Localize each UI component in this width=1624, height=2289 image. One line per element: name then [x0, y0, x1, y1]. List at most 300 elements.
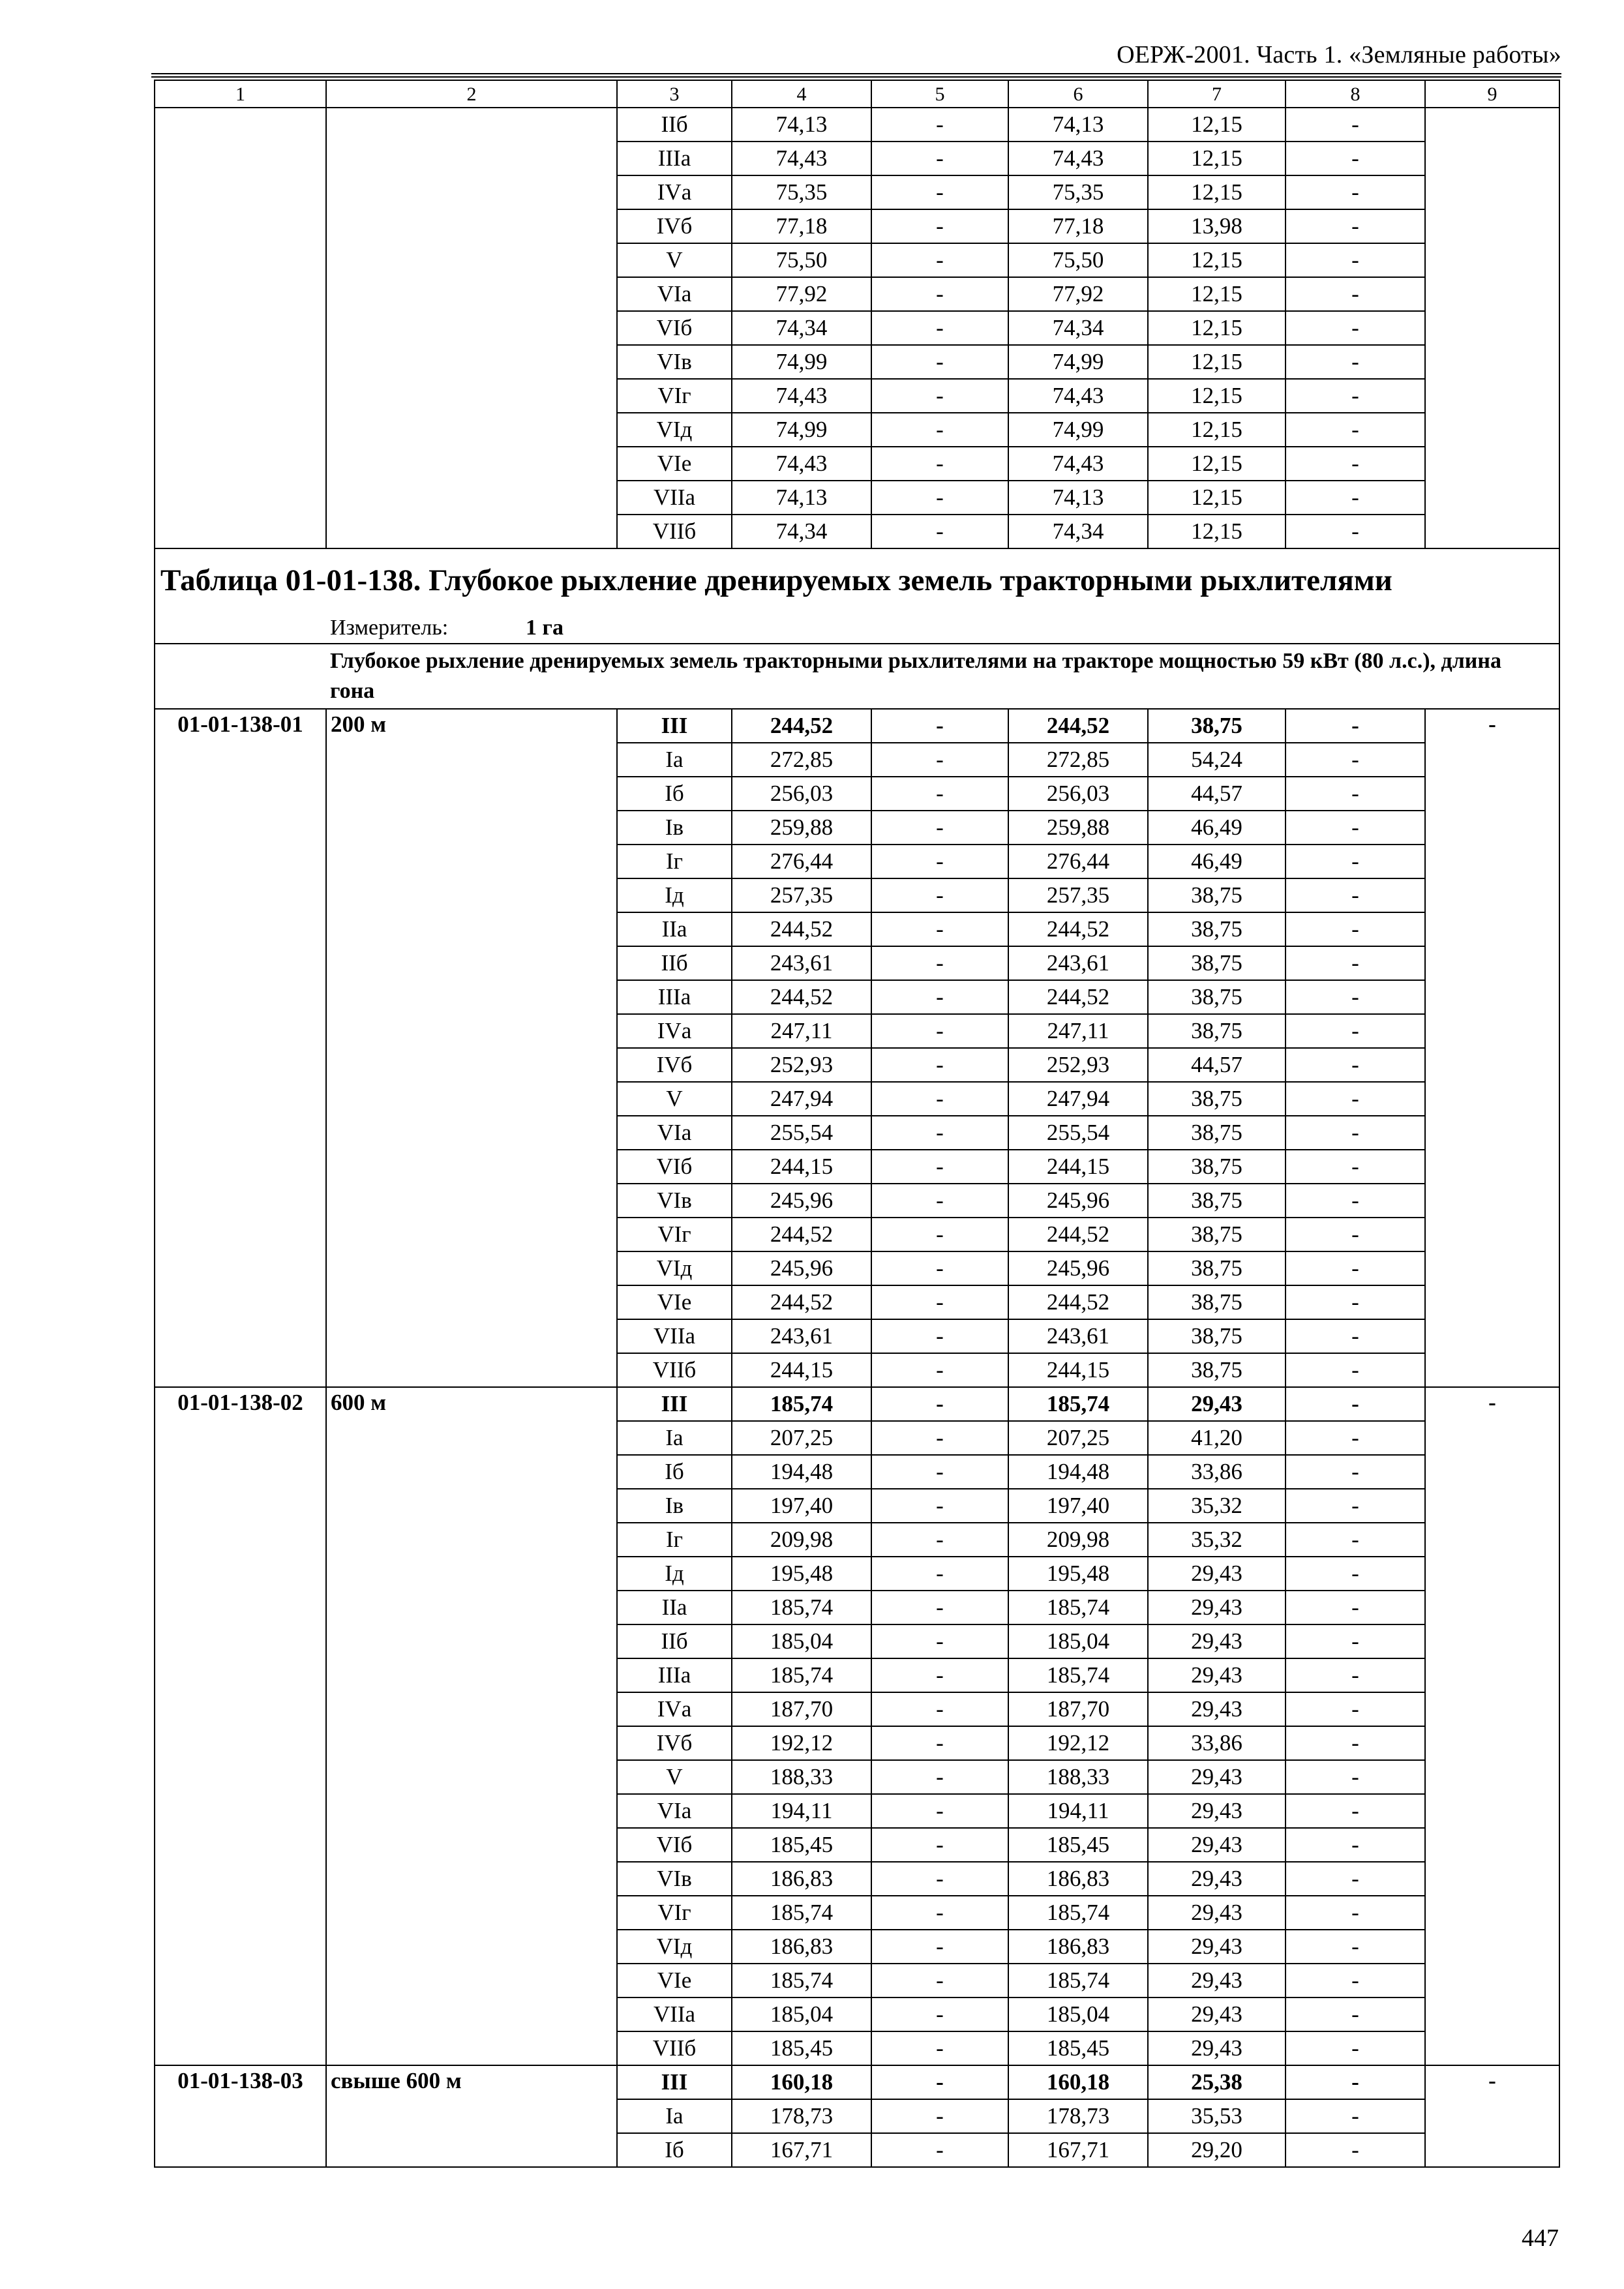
data-cell: -: [1286, 108, 1425, 142]
data-cell: -: [871, 481, 1008, 515]
data-cell: 245,96: [732, 1251, 871, 1285]
data-cell: 195,48: [732, 1557, 871, 1591]
data-cell: -: [871, 743, 1008, 777]
data-cell: IIб: [617, 946, 732, 980]
data-cell: -: [1286, 743, 1425, 777]
data-cell: 245,96: [732, 1184, 871, 1218]
data-cell: 244,52: [1008, 980, 1148, 1014]
data-cell: -: [871, 2133, 1008, 2167]
data-cell: 255,54: [1008, 1116, 1148, 1150]
data-cell: 38,75: [1148, 878, 1286, 912]
data-cell: -: [871, 1523, 1008, 1557]
data-cell: -: [1286, 777, 1425, 811]
col9-cell: -: [1425, 2065, 1559, 2167]
data-cell: VIе: [617, 1285, 732, 1319]
data-cell: 74,34: [732, 515, 871, 548]
data-cell: -: [1286, 1726, 1425, 1760]
data-cell: IIб: [617, 108, 732, 142]
data-cell: 255,54: [732, 1116, 871, 1150]
data-cell: 38,75: [1148, 1184, 1286, 1218]
data-cell: VIг: [617, 1896, 732, 1930]
data-cell: IIб: [617, 1624, 732, 1658]
data-cell: -: [871, 1353, 1008, 1387]
data-cell: 29,43: [1148, 1624, 1286, 1658]
data-cell: -: [871, 277, 1008, 311]
data-cell: 38,75: [1148, 1116, 1286, 1150]
data-cell: -: [871, 811, 1008, 845]
data-cell: -: [871, 1489, 1008, 1523]
data-cell: -: [871, 1218, 1008, 1251]
data-cell: 46,49: [1148, 845, 1286, 878]
data-cell: VIIб: [617, 2031, 732, 2065]
data-cell: 44,57: [1148, 1048, 1286, 1082]
data-cell: 167,71: [1008, 2133, 1148, 2167]
data-cell: 77,18: [1008, 209, 1148, 243]
data-cell: 54,24: [1148, 743, 1286, 777]
data-cell: 77,18: [732, 209, 871, 243]
data-cell: 74,13: [732, 481, 871, 515]
data-cell: 247,11: [732, 1014, 871, 1048]
data-cell: 74,34: [732, 311, 871, 345]
data-cell: -: [1286, 277, 1425, 311]
data-cell: 29,43: [1148, 1760, 1286, 1794]
data-cell: 75,50: [1008, 243, 1148, 277]
data-cell: -: [1286, 515, 1425, 548]
data-cell: 244,52: [732, 912, 871, 946]
rate-code: 01-01-138-02: [155, 1387, 326, 2065]
data-cell: -: [1286, 1964, 1425, 1997]
data-cell: 257,35: [1008, 878, 1148, 912]
data-cell: -: [871, 946, 1008, 980]
data-cell: 12,15: [1148, 345, 1286, 379]
empty-code-cell: [155, 108, 326, 548]
data-cell: 244,52: [1008, 1218, 1148, 1251]
data-cell: 245,96: [1008, 1184, 1148, 1218]
data-cell: -: [871, 1794, 1008, 1828]
data-cell: 29,43: [1148, 1862, 1286, 1896]
data-cell: 75,35: [1008, 175, 1148, 209]
data-cell: 188,33: [1008, 1760, 1148, 1794]
data-cell: 194,11: [1008, 1794, 1148, 1828]
data-cell: 252,93: [732, 1048, 871, 1082]
data-cell: -: [871, 175, 1008, 209]
data-cell: -: [871, 1251, 1008, 1285]
column-number: 8: [1286, 80, 1425, 108]
data-cell: VIIа: [617, 1997, 732, 2031]
data-cell: -: [1286, 1353, 1425, 1387]
data-cell: -: [1286, 1828, 1425, 1862]
data-cell: VIIа: [617, 481, 732, 515]
data-cell: 29,43: [1148, 1896, 1286, 1930]
data-cell: 12,15: [1148, 481, 1286, 515]
data-cell: 33,86: [1148, 1726, 1286, 1760]
rate-code: 01-01-138-03: [155, 2065, 326, 2167]
data-cell: VIа: [617, 1794, 732, 1828]
data-cell: III: [617, 709, 732, 743]
data-cell: -: [871, 413, 1008, 447]
data-cell: -: [1286, 1794, 1425, 1828]
data-cell: -: [871, 1557, 1008, 1591]
data-cell: -: [1286, 1862, 1425, 1896]
data-cell: -: [1286, 878, 1425, 912]
data-cell: 185,45: [1008, 1828, 1148, 1862]
data-cell: -: [871, 1828, 1008, 1862]
column-number: 2: [326, 80, 617, 108]
data-cell: 74,99: [732, 413, 871, 447]
data-cell: -: [1286, 912, 1425, 946]
column-number-row: [155, 80, 1559, 108]
data-cell: -: [1286, 379, 1425, 413]
data-cell: VIIа: [617, 1319, 732, 1353]
data-cell: -: [871, 515, 1008, 548]
data-cell: IIа: [617, 1591, 732, 1624]
data-cell: 46,49: [1148, 811, 1286, 845]
data-cell: 185,74: [732, 1387, 871, 1421]
data-cell: 209,98: [1008, 1523, 1148, 1557]
data-cell: VIа: [617, 1116, 732, 1150]
subheading-text: Глубокое рыхление дренируемых земель тракторными рыхлителями на тракторе мощностью 59 кВт (80 л.с.), длина гона: [330, 649, 1501, 703]
data-cell: 75,35: [732, 175, 871, 209]
data-cell: 44,57: [1148, 777, 1286, 811]
data-cell: -: [871, 1150, 1008, 1184]
data-cell: -: [871, 912, 1008, 946]
data-cell: VIIб: [617, 515, 732, 548]
data-cell: -: [1286, 1251, 1425, 1285]
data-cell: 244,52: [732, 709, 871, 743]
data-cell: 29,20: [1148, 2133, 1286, 2167]
data-cell: 75,50: [732, 243, 871, 277]
data-cell: 12,15: [1148, 108, 1286, 142]
data-cell: 186,83: [1008, 1862, 1148, 1896]
data-cell: 74,34: [1008, 311, 1148, 345]
data-cell: Iв: [617, 811, 732, 845]
data-cell: -: [1286, 2031, 1425, 2065]
data-cell: -: [1286, 2133, 1425, 2167]
column-number: 4: [732, 80, 871, 108]
data-cell: IVб: [617, 209, 732, 243]
data-cell: VIб: [617, 311, 732, 345]
data-cell: 74,13: [1008, 481, 1148, 515]
data-cell: 192,12: [1008, 1726, 1148, 1760]
data-cell: -: [1286, 1421, 1425, 1455]
data-cell: 167,71: [732, 2133, 871, 2167]
data-cell: -: [1286, 811, 1425, 845]
data-cell: Iа: [617, 743, 732, 777]
data-cell: -: [871, 1997, 1008, 2031]
data-cell: VIв: [617, 1184, 732, 1218]
empty-col9-cell: [1425, 108, 1559, 548]
data-cell: 29,43: [1148, 1557, 1286, 1591]
data-cell: 244,15: [732, 1353, 871, 1387]
data-cell: Iб: [617, 1455, 732, 1489]
data-cell: 74,43: [1008, 379, 1148, 413]
data-cell: 272,85: [1008, 743, 1148, 777]
data-cell: -: [1286, 1116, 1425, 1150]
data-cell: 74,99: [732, 345, 871, 379]
data-cell: -: [871, 1421, 1008, 1455]
rate-name: свыше 600 м: [326, 2065, 617, 2167]
data-cell: 185,04: [1008, 1997, 1148, 2031]
rate-name: 200 м: [326, 709, 617, 1387]
data-cell: 38,75: [1148, 1285, 1286, 1319]
data-cell: 25,38: [1148, 2065, 1286, 2099]
data-cell: 186,83: [1008, 1930, 1148, 1964]
data-cell: 38,75: [1148, 980, 1286, 1014]
data-cell: -: [871, 2099, 1008, 2133]
data-cell: 160,18: [1008, 2065, 1148, 2099]
data-cell: 29,43: [1148, 1387, 1286, 1421]
data-cell: 12,15: [1148, 379, 1286, 413]
data-cell: 74,43: [1008, 142, 1148, 175]
data-cell: -: [1286, 1014, 1425, 1048]
data-cell: -: [1286, 1285, 1425, 1319]
subheading-cell: [155, 644, 1559, 709]
header-rule: [151, 73, 1561, 74]
data-cell: -: [1286, 1997, 1425, 2031]
column-number: 3: [617, 80, 732, 108]
data-cell: -: [871, 2031, 1008, 2065]
data-cell: 74,99: [1008, 413, 1148, 447]
data-cell: 244,52: [1008, 709, 1148, 743]
data-cell: 12,15: [1148, 142, 1286, 175]
data-cell: 252,93: [1008, 1048, 1148, 1082]
data-cell: -: [1286, 175, 1425, 209]
data-cell: -: [1286, 2065, 1425, 2099]
data-cell: VIд: [617, 1930, 732, 1964]
data-cell: 185,74: [732, 1658, 871, 1692]
data-cell: IVа: [617, 1692, 732, 1726]
data-cell: -: [871, 1930, 1008, 1964]
data-cell: -: [871, 2065, 1008, 2099]
data-cell: 185,74: [732, 1591, 871, 1624]
data-cell: -: [871, 209, 1008, 243]
data-cell: -: [1286, 1048, 1425, 1082]
data-cell: IVа: [617, 175, 732, 209]
data-cell: 35,32: [1148, 1489, 1286, 1523]
data-cell: -: [871, 379, 1008, 413]
data-cell: -: [1286, 413, 1425, 447]
data-cell: -: [1286, 1557, 1425, 1591]
data-cell: 41,20: [1148, 1421, 1286, 1455]
data-cell: -: [871, 311, 1008, 345]
data-cell: 192,12: [732, 1726, 871, 1760]
data-cell: -: [871, 1964, 1008, 1997]
data-cell: 160,18: [732, 2065, 871, 2099]
data-cell: 12,15: [1148, 243, 1286, 277]
group-summary-row: [155, 2065, 1559, 2099]
data-cell: -: [871, 1014, 1008, 1048]
rates-table: [154, 80, 1560, 2168]
data-cell: -: [1286, 2099, 1425, 2133]
data-cell: -: [871, 1387, 1008, 1421]
data-cell: -: [1286, 1658, 1425, 1692]
data-cell: Iг: [617, 845, 732, 878]
data-cell: -: [871, 447, 1008, 481]
data-cell: IIIа: [617, 142, 732, 175]
data-cell: -: [871, 1082, 1008, 1116]
data-cell: 38,75: [1148, 1014, 1286, 1048]
data-cell: IVа: [617, 1014, 732, 1048]
data-cell: 259,88: [1008, 811, 1148, 845]
data-cell: 185,74: [1008, 1658, 1148, 1692]
data-cell: -: [871, 1692, 1008, 1726]
data-cell: 194,48: [732, 1455, 871, 1489]
data-cell: -: [871, 1116, 1008, 1150]
data-cell: 29,43: [1148, 1930, 1286, 1964]
data-cell: 185,45: [732, 2031, 871, 2065]
data-cell: -: [1286, 980, 1425, 1014]
data-cell: IIIа: [617, 980, 732, 1014]
data-cell: -: [871, 1726, 1008, 1760]
data-cell: 29,43: [1148, 1658, 1286, 1692]
data-cell: 29,43: [1148, 1997, 1286, 2031]
data-cell: 74,43: [732, 142, 871, 175]
data-cell: -: [1286, 1184, 1425, 1218]
data-cell: -: [871, 1862, 1008, 1896]
data-cell: VIг: [617, 1218, 732, 1251]
data-cell: 35,53: [1148, 2099, 1286, 2133]
rate-name: 600 м: [326, 1387, 617, 2065]
data-cell: Iб: [617, 777, 732, 811]
data-cell: 194,11: [732, 1794, 871, 1828]
data-cell: 243,61: [732, 1319, 871, 1353]
col9-cell: -: [1425, 1387, 1559, 2065]
data-cell: 38,75: [1148, 1218, 1286, 1251]
measure-label: Измеритель:: [330, 616, 449, 640]
data-cell: 77,92: [732, 277, 871, 311]
data-cell: -: [1286, 1523, 1425, 1557]
data-cell: 186,83: [732, 1862, 871, 1896]
data-cell: 185,04: [732, 1997, 871, 2031]
data-cell: 195,48: [1008, 1557, 1148, 1591]
data-cell: -: [871, 980, 1008, 1014]
data-cell: 259,88: [732, 811, 871, 845]
data-cell: 197,40: [732, 1489, 871, 1523]
rate-code: 01-01-138-01: [155, 709, 326, 1387]
data-cell: -: [871, 1184, 1008, 1218]
data-cell: -: [1286, 709, 1425, 743]
data-cell: 12,15: [1148, 447, 1286, 481]
data-cell: VIг: [617, 379, 732, 413]
data-cell: 244,52: [732, 1285, 871, 1319]
data-cell: 209,98: [732, 1523, 871, 1557]
data-cell: VIв: [617, 1862, 732, 1896]
data-cell: -: [871, 878, 1008, 912]
data-cell: 247,11: [1008, 1014, 1148, 1048]
data-cell: 247,94: [732, 1082, 871, 1116]
data-cell: -: [1286, 1455, 1425, 1489]
data-cell: 38,75: [1148, 912, 1286, 946]
data-cell: -: [1286, 1319, 1425, 1353]
data-cell: 35,32: [1148, 1523, 1286, 1557]
data-cell: -: [1286, 447, 1425, 481]
data-cell: Iг: [617, 1523, 732, 1557]
data-cell: IVб: [617, 1048, 732, 1082]
data-cell: III: [617, 1387, 732, 1421]
data-cell: -: [1286, 1082, 1425, 1116]
data-cell: 185,74: [1008, 1964, 1148, 1997]
data-cell: -: [871, 345, 1008, 379]
data-cell: -: [1286, 845, 1425, 878]
data-cell: -: [871, 1319, 1008, 1353]
data-cell: VIд: [617, 413, 732, 447]
data-cell: V: [617, 243, 732, 277]
data-cell: -: [871, 108, 1008, 142]
data-cell: 276,44: [732, 845, 871, 878]
data-cell: 178,73: [732, 2099, 871, 2133]
data-cell: 244,15: [732, 1150, 871, 1184]
data-cell: 185,74: [732, 1896, 871, 1930]
data-cell: 257,35: [732, 878, 871, 912]
data-cell: 38,75: [1148, 1319, 1286, 1353]
data-cell: -: [871, 709, 1008, 743]
subheading-row: [155, 644, 1559, 709]
data-cell: 243,61: [1008, 1319, 1148, 1353]
data-cell: -: [1286, 1624, 1425, 1658]
data-cell: -: [1286, 1591, 1425, 1624]
data-cell: Iб: [617, 2133, 732, 2167]
data-cell: 29,43: [1148, 1794, 1286, 1828]
data-cell: 74,43: [732, 379, 871, 413]
data-cell: -: [1286, 345, 1425, 379]
data-cell: IIIа: [617, 1658, 732, 1692]
data-cell: VIе: [617, 447, 732, 481]
page-header: ОЕРЖ-2001. Часть 1. «Земляные работы»: [1117, 41, 1561, 68]
data-cell: Iа: [617, 2099, 732, 2133]
measure-value: 1 га: [526, 616, 564, 640]
data-cell: 186,83: [732, 1930, 871, 1964]
data-cell: 244,15: [1008, 1150, 1148, 1184]
data-cell: Iд: [617, 1557, 732, 1591]
data-cell: 256,03: [1008, 777, 1148, 811]
table-title-row: [155, 548, 1559, 613]
data-cell: 29,43: [1148, 1591, 1286, 1624]
data-cell: 38,75: [1148, 1082, 1286, 1116]
data-cell: -: [871, 777, 1008, 811]
data-cell: -: [871, 1760, 1008, 1794]
data-cell: 33,86: [1148, 1455, 1286, 1489]
data-cell: 245,96: [1008, 1251, 1148, 1285]
column-number: 1: [155, 80, 326, 108]
data-cell: -: [871, 1285, 1008, 1319]
data-cell: V: [617, 1760, 732, 1794]
data-cell: 29,43: [1148, 1692, 1286, 1726]
data-cell: 38,75: [1148, 1150, 1286, 1184]
data-cell: VIд: [617, 1251, 732, 1285]
data-cell: -: [1286, 1896, 1425, 1930]
data-cell: 77,92: [1008, 277, 1148, 311]
data-cell: -: [871, 1455, 1008, 1489]
data-cell: -: [1286, 209, 1425, 243]
data-cell: VIа: [617, 277, 732, 311]
data-cell: 276,44: [1008, 845, 1148, 878]
data-cell: 74,43: [732, 447, 871, 481]
data-cell: 38,75: [1148, 1251, 1286, 1285]
data-cell: Iа: [617, 1421, 732, 1455]
data-cell: 187,70: [732, 1692, 871, 1726]
data-cell: -: [1286, 1387, 1425, 1421]
table-title: Таблица 01-01-138. Глубокое рыхление дренируемых земель тракторными рыхлителями: [155, 548, 1559, 613]
data-cell: 185,74: [1008, 1387, 1148, 1421]
data-cell: VIб: [617, 1150, 732, 1184]
data-cell: 12,15: [1148, 175, 1286, 209]
data-cell: 12,15: [1148, 311, 1286, 345]
data-cell: VIб: [617, 1828, 732, 1862]
data-cell: 187,70: [1008, 1692, 1148, 1726]
data-cell: 74,13: [1008, 108, 1148, 142]
data-cell: 188,33: [732, 1760, 871, 1794]
data-cell: V: [617, 1082, 732, 1116]
